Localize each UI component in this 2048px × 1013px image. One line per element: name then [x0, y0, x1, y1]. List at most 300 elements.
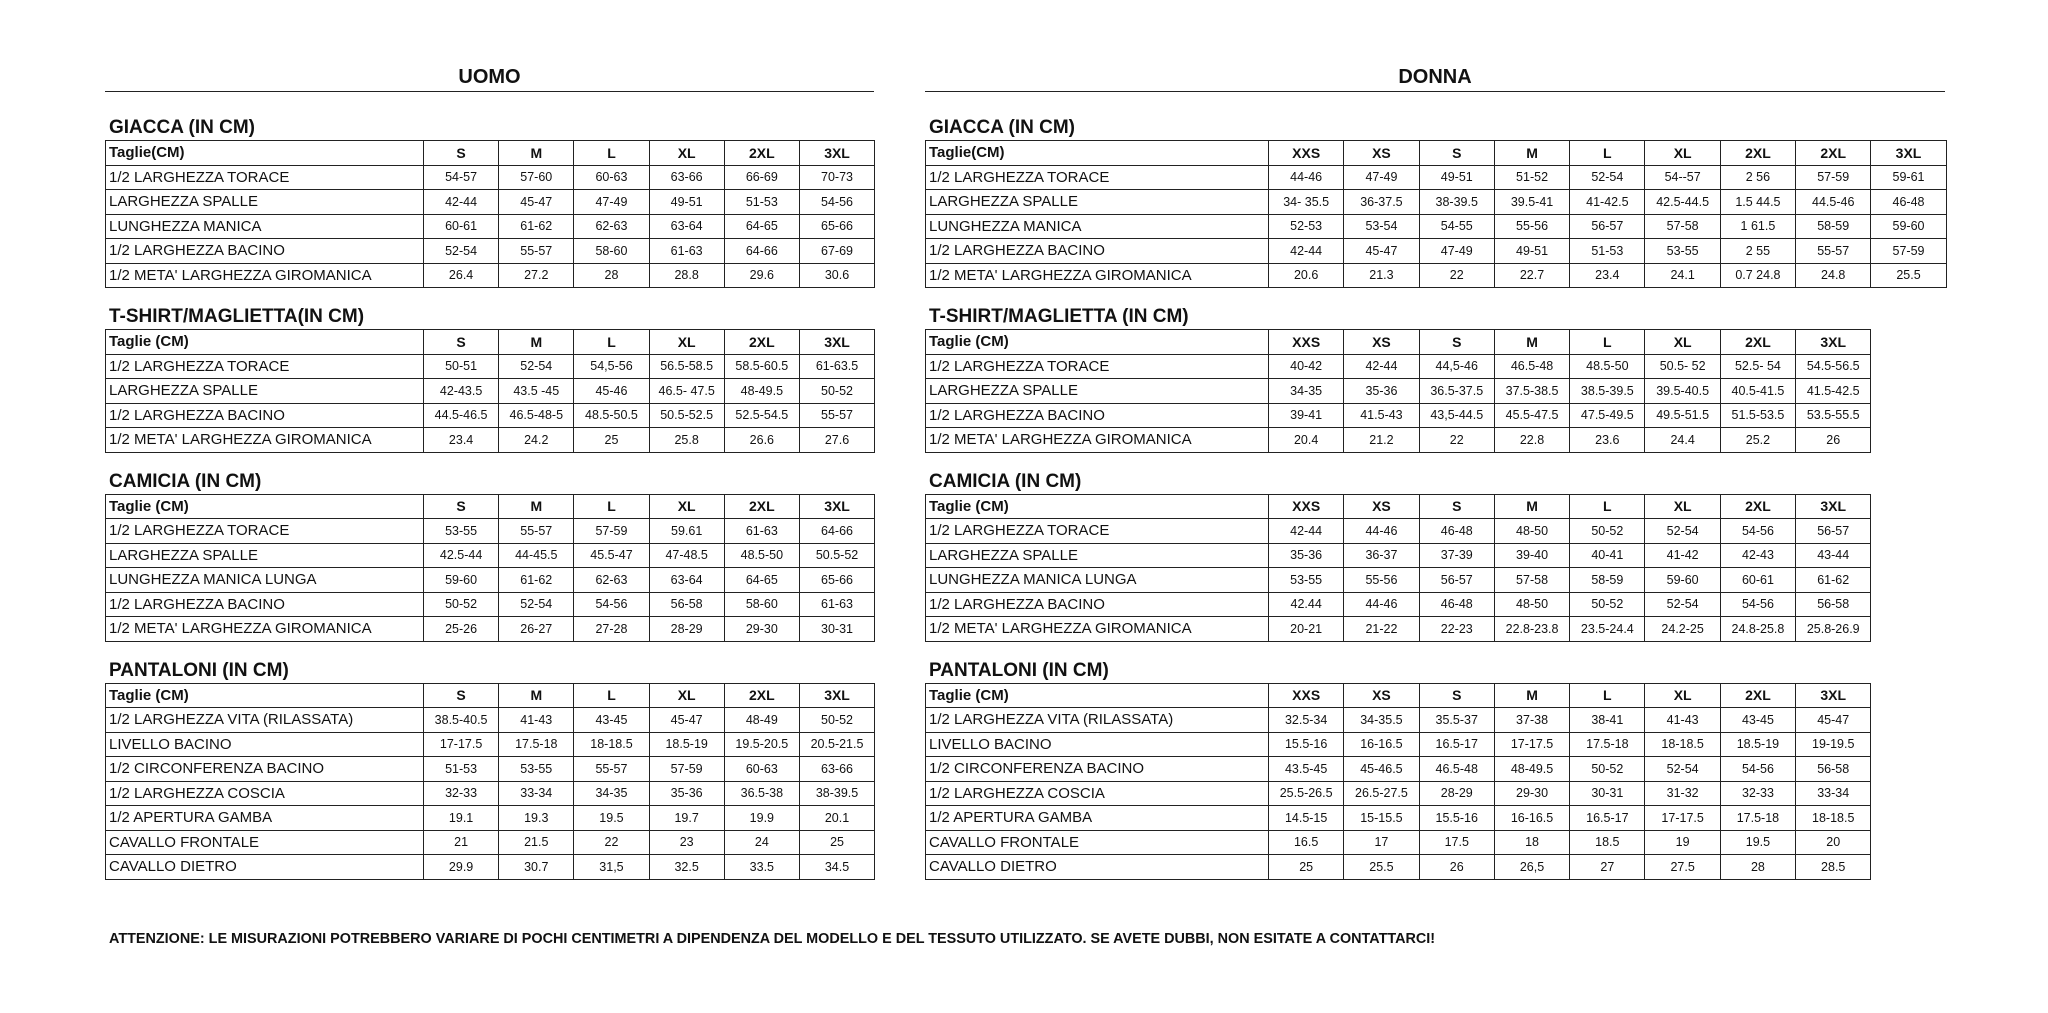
- measurement-value: 20: [1796, 830, 1871, 855]
- measurement-value: 27.2: [499, 263, 574, 288]
- measurement-value: 32.5: [649, 855, 724, 880]
- measurement-label: LARGHEZZA SPALLE: [926, 379, 1269, 404]
- size-header-label: Taglie (CM): [926, 683, 1269, 708]
- measurement-value: 64-66: [724, 239, 799, 264]
- measurement-value: 51-53: [424, 757, 499, 782]
- measurement-value: 51-52: [1494, 165, 1569, 190]
- measurement-value: 2 55: [1720, 239, 1795, 264]
- measurement-value: 28: [1720, 855, 1795, 880]
- size-header-cell: M: [499, 330, 574, 355]
- measurement-value: 59-61: [1871, 165, 1946, 190]
- measurement-value: 60-61: [424, 214, 499, 239]
- table-header-row: [926, 494, 1871, 519]
- size-header-cell: XL: [649, 494, 724, 519]
- measurement-value: 25.8: [649, 428, 724, 453]
- table-row: [106, 568, 875, 593]
- measurement-value: 62-63: [574, 568, 649, 593]
- table-row: [926, 781, 1871, 806]
- measurement-value: 35-36: [649, 781, 724, 806]
- measurement-value: 19.9: [724, 806, 799, 831]
- table-row: [926, 732, 1871, 757]
- measurement-label: LARGHEZZA SPALLE: [926, 543, 1269, 568]
- size-header-cell: L: [1570, 494, 1645, 519]
- measurement-value: 1.5 44.5: [1720, 190, 1795, 215]
- size-header-cell: L: [1570, 330, 1645, 355]
- measurement-value: 15.5-16: [1269, 732, 1344, 757]
- section-title: GIACCA (IN CM): [109, 117, 255, 138]
- size-header-label: Taglie(CM): [926, 141, 1269, 166]
- measurement-value: 16.5-17: [1419, 732, 1494, 757]
- measurement-value: 49-51: [1494, 239, 1569, 264]
- measurement-value: 45-47: [499, 190, 574, 215]
- measurement-label: 1/2 LARGHEZZA TORACE: [106, 165, 424, 190]
- measurement-value: 53-55: [1645, 239, 1720, 264]
- size-header-cell: 2XL: [724, 330, 799, 355]
- measurement-value: 52-54: [499, 354, 574, 379]
- size-section: [925, 471, 1945, 642]
- measurement-value: 24.1: [1645, 263, 1720, 288]
- measurement-label: LUNGHEZZA MANICA: [926, 214, 1269, 239]
- table-row: [106, 263, 875, 288]
- size-header-cell: 3XL: [799, 683, 874, 708]
- measurement-value: 27.5: [1645, 855, 1720, 880]
- size-header-cell: 3XL: [1796, 683, 1871, 708]
- measurement-value: 62-63: [574, 214, 649, 239]
- measurement-value: 25: [799, 830, 874, 855]
- measurement-value: 23.4: [424, 428, 499, 453]
- measurement-value: 50-52: [799, 379, 874, 404]
- measurement-value: 50.5-52: [799, 543, 874, 568]
- measurement-value: 24: [724, 830, 799, 855]
- measurement-value: 44-46: [1344, 592, 1419, 617]
- measurement-value: 28-29: [1419, 781, 1494, 806]
- measurement-value: 45.5-47: [574, 543, 649, 568]
- size-header-label: Taglie (CM): [106, 683, 424, 708]
- measurement-value: 16-16.5: [1494, 806, 1569, 831]
- size-header-cell: 2XL: [724, 683, 799, 708]
- measurement-value: 55-56: [1494, 214, 1569, 239]
- measurement-value: 43-44: [1796, 543, 1871, 568]
- table-row: [926, 830, 1871, 855]
- measurement-value: 57-59: [574, 519, 649, 544]
- size-header-cell: 2XL: [1796, 141, 1871, 166]
- measurement-value: 15-15.5: [1344, 806, 1419, 831]
- size-header-cell: 3XL: [799, 494, 874, 519]
- measurement-label: 1/2 LARGHEZZA VITA (RILASSATA): [106, 708, 424, 733]
- measurement-value: 18-18.5: [574, 732, 649, 757]
- size-header-cell: L: [574, 330, 649, 355]
- size-header-cell: S: [1419, 141, 1494, 166]
- measurement-value: 16.5-17: [1570, 806, 1645, 831]
- measurement-value: 45-46.5: [1344, 757, 1419, 782]
- measurement-value: 19: [1645, 830, 1720, 855]
- measurement-label: 1/2 LARGHEZZA TORACE: [106, 354, 424, 379]
- measurement-value: 55-57: [499, 519, 574, 544]
- measurement-value: 48-50: [1494, 519, 1569, 544]
- measurement-value: 65-66: [799, 214, 874, 239]
- measurement-value: 53.5-55.5: [1796, 403, 1871, 428]
- donna-heading: DONNA: [925, 62, 1945, 92]
- measurement-label: 1/2 LARGHEZZA BACINO: [926, 403, 1269, 428]
- measurement-value: 38-39.5: [1419, 190, 1494, 215]
- table-row: [106, 354, 875, 379]
- measurement-value: 50-52: [799, 708, 874, 733]
- measurement-value: 21: [424, 830, 499, 855]
- measurement-value: 40.5-41.5: [1720, 379, 1795, 404]
- measurement-value: 44-46: [1269, 165, 1344, 190]
- size-header-label: Taglie(CM): [106, 141, 424, 166]
- measurement-value: 0.7 24.8: [1720, 263, 1795, 288]
- measurement-label: 1/2 LARGHEZZA BACINO: [926, 239, 1269, 264]
- measurement-value: 42-44: [1269, 239, 1344, 264]
- section-title: T-SHIRT/MAGLIETTA (IN CM): [929, 306, 1189, 327]
- measurement-value: 58-60: [724, 592, 799, 617]
- table-row: [106, 830, 875, 855]
- size-header-cell: 3XL: [1796, 494, 1871, 519]
- measurement-value: 25.2: [1720, 428, 1795, 453]
- table-row: [106, 165, 875, 190]
- measurement-value: 57-60: [499, 165, 574, 190]
- size-header-cell: M: [1494, 494, 1569, 519]
- measurement-value: 28.8: [649, 263, 724, 288]
- measurement-value: 57-59: [1796, 165, 1871, 190]
- measurement-value: 24.4: [1645, 428, 1720, 453]
- measurement-value: 57-59: [1871, 239, 1946, 264]
- measurement-value: 53-55: [424, 519, 499, 544]
- measurement-value: 24.8-25.8: [1720, 617, 1795, 642]
- measurement-value: 52-53: [1269, 214, 1344, 239]
- size-table: [105, 329, 875, 453]
- table-row: [926, 568, 1871, 593]
- measurement-value: 39-40: [1494, 543, 1569, 568]
- measurement-value: 28-29: [649, 617, 724, 642]
- size-header-cell: 2XL: [724, 141, 799, 166]
- measurement-value: 21.5: [499, 830, 574, 855]
- measurement-value: 42-44: [1344, 354, 1419, 379]
- size-header-cell: 2XL: [1720, 141, 1795, 166]
- measurement-value: 34-35: [1269, 379, 1344, 404]
- measurement-value: 19.7: [649, 806, 724, 831]
- measurement-value: 42-44: [1269, 519, 1344, 544]
- measurement-value: 64-65: [724, 568, 799, 593]
- measurement-value: 26.5-27.5: [1344, 781, 1419, 806]
- size-header-cell: M: [499, 141, 574, 166]
- measurement-value: 63-66: [799, 757, 874, 782]
- measurement-value: 24.2: [499, 428, 574, 453]
- measurement-value: 15.5-16: [1419, 806, 1494, 831]
- measurement-value: 59-60: [1871, 214, 1946, 239]
- measurement-value: 42.5-44.5: [1645, 190, 1720, 215]
- measurement-value: 18.5-19: [1720, 732, 1795, 757]
- measurement-value: 24.2-25: [1645, 617, 1720, 642]
- measurement-value: 46.5-48-5: [499, 403, 574, 428]
- measurement-label: 1/2 LARGHEZZA TORACE: [926, 519, 1269, 544]
- size-header-cell: 2XL: [1720, 683, 1795, 708]
- table-row: [926, 190, 1947, 215]
- measurement-value: 17.5-18: [1570, 732, 1645, 757]
- measurement-value: 51-53: [724, 190, 799, 215]
- table-row: [926, 806, 1871, 831]
- table-row: [106, 806, 875, 831]
- measurement-value: 64-65: [724, 214, 799, 239]
- measurement-value: 42.44: [1269, 592, 1344, 617]
- measurement-value: 59-60: [424, 568, 499, 593]
- measurement-value: 23.6: [1570, 428, 1645, 453]
- measurement-value: 20.6: [1269, 263, 1344, 288]
- measurement-value: 45-46: [574, 379, 649, 404]
- size-header-cell: XXS: [1269, 330, 1344, 355]
- measurement-value: 57-58: [1494, 568, 1569, 593]
- measurement-value: 56-57: [1419, 568, 1494, 593]
- table-row: [106, 214, 875, 239]
- size-table: [105, 683, 875, 880]
- measurement-value: 56-57: [1570, 214, 1645, 239]
- measurement-value: 17.5-18: [1720, 806, 1795, 831]
- table-row: [106, 519, 875, 544]
- measurement-value: 50-52: [424, 592, 499, 617]
- measurement-value: 34.5: [799, 855, 874, 880]
- measurement-value: 22.8-23.8: [1494, 617, 1569, 642]
- measurement-value: 19.3: [499, 806, 574, 831]
- table-row: [926, 543, 1871, 568]
- size-header-label: Taglie (CM): [106, 330, 424, 355]
- table-row: [926, 379, 1871, 404]
- measurement-value: 48.5-50: [724, 543, 799, 568]
- measurement-value: 55-56: [1344, 568, 1419, 593]
- measurement-value: 55-57: [1796, 239, 1871, 264]
- measurement-value: 61-63: [799, 592, 874, 617]
- size-header-cell: 3XL: [799, 141, 874, 166]
- table-row: [926, 263, 1947, 288]
- size-table: [105, 494, 875, 642]
- measurement-label: LARGHEZZA SPALLE: [106, 190, 424, 215]
- size-header-cell: M: [1494, 330, 1569, 355]
- measurement-value: 20.4: [1269, 428, 1344, 453]
- measurement-value: 25: [1269, 855, 1344, 880]
- measurement-value: 59-60: [1645, 568, 1720, 593]
- measurement-value: 46.5- 47.5: [649, 379, 724, 404]
- measurement-value: 39.5-41: [1494, 190, 1569, 215]
- measurement-value: 22-23: [1419, 617, 1494, 642]
- measurement-value: 43-45: [1720, 708, 1795, 733]
- measurement-value: 25.5-26.5: [1269, 781, 1344, 806]
- measurement-label: 1/2 META' LARGHEZZA GIROMANICA: [926, 617, 1269, 642]
- measurement-value: 66-69: [724, 165, 799, 190]
- measurement-value: 41-43: [1645, 708, 1720, 733]
- measurement-value: 40-42: [1269, 354, 1344, 379]
- measurement-value: 61-62: [499, 568, 574, 593]
- uomo-heading: UOMO: [105, 62, 874, 92]
- measurement-value: 61-62: [1796, 568, 1871, 593]
- measurement-value: 26,5: [1494, 855, 1569, 880]
- measurement-value: 61-63: [724, 519, 799, 544]
- measurement-value: 57-59: [649, 757, 724, 782]
- measurement-value: 44.5-46.5: [424, 403, 499, 428]
- measurement-value: 53-54: [1344, 214, 1419, 239]
- size-header-cell: L: [1570, 683, 1645, 708]
- measurement-value: 45-47: [1796, 708, 1871, 733]
- donna-column: [925, 62, 1945, 898]
- measurement-value: 1 61.5: [1720, 214, 1795, 239]
- measurement-value: 48-49.5: [1494, 757, 1569, 782]
- measurement-value: 24.8: [1796, 263, 1871, 288]
- measurement-value: 31-32: [1645, 781, 1720, 806]
- size-table: [105, 140, 875, 288]
- size-header-cell: XS: [1344, 683, 1419, 708]
- measurement-value: 26.4: [424, 263, 499, 288]
- table-row: [106, 781, 875, 806]
- measurement-value: 25.5: [1871, 263, 1946, 288]
- measurement-value: 58-60: [574, 239, 649, 264]
- measurement-label: LIVELLO BACINO: [926, 732, 1269, 757]
- measurement-value: 21.2: [1344, 428, 1419, 453]
- measurement-label: 1/2 LARGHEZZA TORACE: [926, 354, 1269, 379]
- size-header-cell: S: [1419, 494, 1494, 519]
- size-header-cell: XL: [1645, 683, 1720, 708]
- measurement-value: 34-35: [574, 781, 649, 806]
- measurement-label: 1/2 APERTURA GAMBA: [106, 806, 424, 831]
- size-header-cell: XXS: [1269, 683, 1344, 708]
- measurement-value: 54-55: [1419, 214, 1494, 239]
- size-section: [105, 117, 874, 288]
- measurement-value: 36-37: [1344, 543, 1419, 568]
- measurement-value: 30.6: [799, 263, 874, 288]
- measurement-value: 54-56: [574, 592, 649, 617]
- measurement-label: LARGHEZZA SPALLE: [106, 379, 424, 404]
- measurement-value: 54--57: [1645, 165, 1720, 190]
- measurement-value: 52-54: [1570, 165, 1645, 190]
- measurement-value: 45-47: [649, 708, 724, 733]
- measurement-value: 33.5: [724, 855, 799, 880]
- measurement-value: 42-44: [424, 190, 499, 215]
- measurement-value: 26.6: [724, 428, 799, 453]
- size-header-cell: 3XL: [799, 330, 874, 355]
- measurement-value: 45-47: [1344, 239, 1419, 264]
- measurement-value: 25.5: [1344, 855, 1419, 880]
- measurement-value: 34-35.5: [1344, 708, 1419, 733]
- measurement-label: LUNGHEZZA MANICA LUNGA: [106, 568, 424, 593]
- measurement-value: 45.5-47.5: [1494, 403, 1569, 428]
- measurement-value: 18-18.5: [1645, 732, 1720, 757]
- size-header-cell: XL: [1645, 141, 1720, 166]
- measurement-label: 1/2 LARGHEZZA COSCIA: [926, 781, 1269, 806]
- measurement-value: 65-66: [799, 568, 874, 593]
- table-row: [106, 855, 875, 880]
- measurement-value: 35-36: [1269, 543, 1344, 568]
- table-row: [926, 239, 1947, 264]
- measurement-value: 58-59: [1796, 214, 1871, 239]
- size-header-cell: S: [1419, 683, 1494, 708]
- measurement-value: 48.5-50: [1570, 354, 1645, 379]
- measurement-value: 2 56: [1720, 165, 1795, 190]
- measurement-label: 1/2 LARGHEZZA BACINO: [106, 592, 424, 617]
- size-header-cell: L: [574, 494, 649, 519]
- size-header-cell: XL: [1645, 330, 1720, 355]
- measurement-value: 23.5-24.4: [1570, 617, 1645, 642]
- table-row: [926, 165, 1947, 190]
- measurement-value: 28: [574, 263, 649, 288]
- size-section: [925, 306, 1945, 453]
- measurement-value: 43.5-45: [1269, 757, 1344, 782]
- measurement-value: 34- 35.5: [1269, 190, 1344, 215]
- measurement-value: 50.5- 52: [1645, 354, 1720, 379]
- size-section: [105, 471, 874, 642]
- measurement-value: 22: [574, 830, 649, 855]
- size-header-cell: XS: [1344, 330, 1419, 355]
- measurement-value: 29-30: [1494, 781, 1569, 806]
- section-title: CAMICIA (IN CM): [109, 470, 262, 492]
- measurement-value: 30-31: [1570, 781, 1645, 806]
- table-row: [926, 428, 1871, 453]
- measurement-label: 1/2 LARGHEZZA BACINO: [106, 403, 424, 428]
- size-table: [925, 494, 1871, 642]
- measurement-label: 1/2 LARGHEZZA COSCIA: [106, 781, 424, 806]
- section-title: PANTALONI (IN CM): [109, 659, 289, 681]
- measurement-label: 1/2 APERTURA GAMBA: [926, 806, 1269, 831]
- measurement-value: 43-45: [574, 708, 649, 733]
- measurement-label: 1/2 LARGHEZZA BACINO: [106, 239, 424, 264]
- measurement-value: 32-33: [424, 781, 499, 806]
- table-row: [106, 732, 875, 757]
- measurement-value: 54.5-56.5: [1796, 354, 1871, 379]
- size-section: [105, 306, 874, 453]
- size-header-cell: S: [424, 683, 499, 708]
- measurement-value: 20-21: [1269, 617, 1344, 642]
- measurement-value: 32.5-34: [1269, 708, 1344, 733]
- measurement-value: 46.5-48: [1494, 354, 1569, 379]
- size-header-label: Taglie (CM): [106, 494, 424, 519]
- measurement-value: 61-63.5: [799, 354, 874, 379]
- measurement-value: 41-42.5: [1570, 190, 1645, 215]
- measurement-value: 59.61: [649, 519, 724, 544]
- measurement-value: 17.5-18: [499, 732, 574, 757]
- measurement-value: 43.5 -45: [499, 379, 574, 404]
- measurement-value: 60-61: [1720, 568, 1795, 593]
- measurement-value: 55-57: [574, 757, 649, 782]
- donna-sections: [925, 117, 1945, 880]
- measurement-value: 48-49: [724, 708, 799, 733]
- measurement-value: 46-48: [1419, 592, 1494, 617]
- measurement-value: 50-51: [424, 354, 499, 379]
- table-row: [926, 519, 1871, 544]
- size-section: [925, 660, 1945, 880]
- measurement-value: 17-17.5: [1645, 806, 1720, 831]
- measurement-value: 61-63: [649, 239, 724, 264]
- measurement-value: 60-63: [724, 757, 799, 782]
- measurement-value: 64-66: [799, 519, 874, 544]
- measurement-value: 20.5-21.5: [799, 732, 874, 757]
- table-header-row: [106, 141, 875, 166]
- measurement-value: 21-22: [1344, 617, 1419, 642]
- size-header-cell: S: [424, 141, 499, 166]
- measurement-value: 18-18.5: [1796, 806, 1871, 831]
- measurement-value: 37-38: [1494, 708, 1569, 733]
- size-header-cell: 3XL: [1796, 330, 1871, 355]
- measurement-value: 50-52: [1570, 519, 1645, 544]
- measurement-value: 29-30: [724, 617, 799, 642]
- measurement-value: 17-17.5: [1494, 732, 1569, 757]
- measurement-value: 27: [1570, 855, 1645, 880]
- size-header-cell: L: [1570, 141, 1645, 166]
- measurement-value: 44.5-46: [1796, 190, 1871, 215]
- table-row: [106, 239, 875, 264]
- measurement-value: 25: [574, 428, 649, 453]
- measurement-value: 57-58: [1645, 214, 1720, 239]
- measurement-value: 22.8: [1494, 428, 1569, 453]
- measurement-value: 26: [1419, 855, 1494, 880]
- measurement-value: 36-37.5: [1344, 190, 1419, 215]
- measurement-value: 56-58: [1796, 592, 1871, 617]
